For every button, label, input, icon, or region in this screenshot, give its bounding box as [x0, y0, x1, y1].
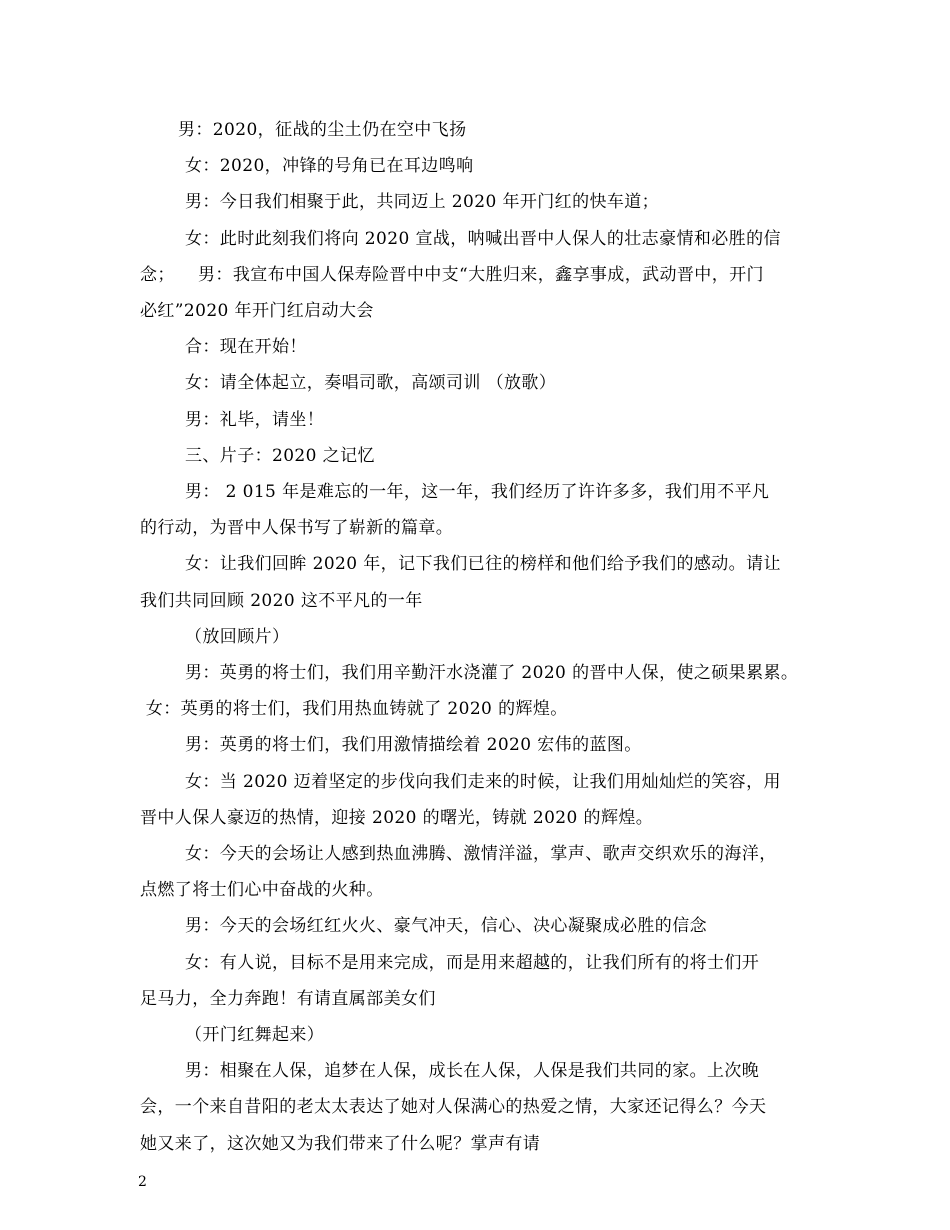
text-line: 男：英勇的将士们，我们用激情描绘着 2020 宏伟的蓝图。 [185, 735, 642, 755]
text-line: （开门红舞起来） [185, 1025, 325, 1045]
text-line: 她又来了，这次她又为我们带来了什么呢？掌声有请 [140, 1134, 541, 1154]
text-line: 女：请全体起立，奏唱司歌，高颂司训 （放歌） [185, 373, 557, 393]
text-line: 足马力，全力奔跑！有请直属部美女们 [140, 989, 436, 1009]
text-line: 男：礼毕，请坐！ [185, 410, 325, 430]
text-line: 三、片子：2020 之记忆 [185, 446, 375, 466]
page-number: 2 [138, 1174, 147, 1190]
text-line: 女：当 2020 迈着坚定的步伐向我们走来的时候，让我们用灿灿烂的笑容，用 [185, 772, 781, 792]
text-line: 男：英勇的将士们，我们用辛勤汗水浇灌了 2020 的晋中人保，使之硕果累累。 [185, 663, 799, 683]
text-line: 合：现在开始！ [185, 337, 307, 357]
text-line: 男：今天的会场红红火火、豪气冲天，信心、决心凝聚成必胜的信念 [185, 916, 707, 936]
text-line: 女：2020，冲锋的号角已在耳边鸣响 [185, 156, 474, 176]
text-line: 女：此时此刻我们将向 2020 宣战，呐喊出晋中人保人的壮志豪情和必胜的信 [185, 229, 781, 249]
text-line: 必红”2020 年开门红启动大会 [140, 301, 374, 321]
text-line: 点燃了将士们心中奋战的火种。 [140, 880, 384, 900]
text-line: 男： 2 015 年是难忘的一年，这一年，我们经历了许许多多，我们用不平凡 [185, 482, 770, 502]
text-line: 的行动，为晋中人保书写了崭新的篇章。 [140, 518, 454, 538]
text-line: 女：英勇的将士们，我们用热血铸就了 2020 的辉煌。 [140, 699, 568, 719]
text-line: 念； 男：我宣布中国人保寿险晋中中支“大胜归来，鑫享事成，武动晋中，开门 [140, 265, 764, 285]
text-line: （放回顾片） [185, 627, 290, 647]
text-line: 男：2020，征战的尘土仍在空中飞扬 [178, 120, 467, 140]
text-line: 女：有人说，目标不是用来完成，而是用来超越的，让我们所有的将士们开 [185, 953, 760, 973]
text-line: 我们共同回顾 2020 这不平凡的一年 [140, 591, 423, 611]
text-line: 男：今日我们相聚于此，共同迈上 2020 年开门红的快车道； [185, 192, 660, 212]
text-line: 男：相聚在人保，追梦在人保，成长在人保，人保是我们共同的家。上次晚 [185, 1061, 760, 1081]
text-line: 女：今天的会场让人感到热血沸腾、激情洋溢，掌声、歌声交织欢乐的海洋， [185, 844, 777, 864]
text-line: 女：让我们回眸 2020 年，记下我们已往的榜样和他们给予我们的感动。请让 [185, 554, 781, 574]
text-line: 晋中人保人豪迈的热情，迎接 2020 的曙光，铸就 2020 的辉煌。 [140, 808, 654, 828]
text-line: 会，一个来自昔阳的老太太表达了她对人保满心的热爱之情，大家还记得么？今天 [140, 1097, 767, 1117]
